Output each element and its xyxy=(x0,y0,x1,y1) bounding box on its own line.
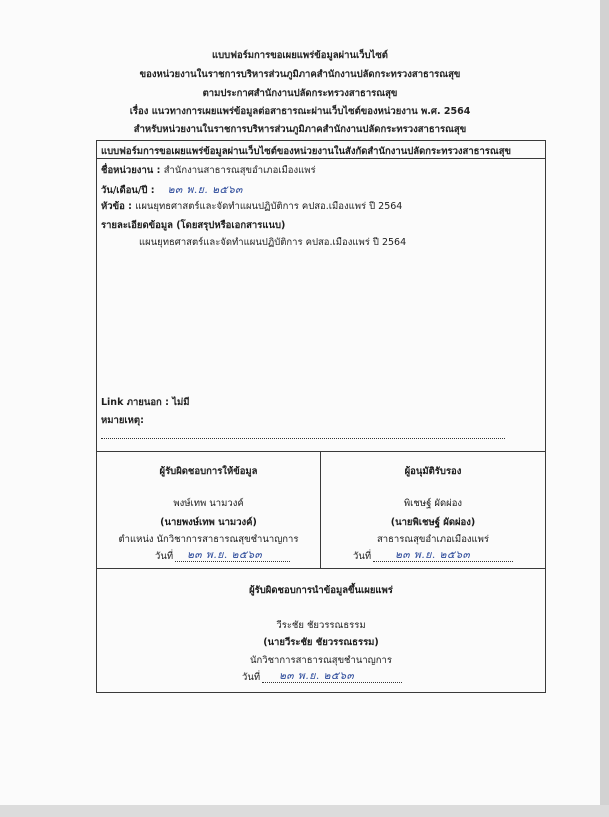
provider-date-value: ๒๓ พ.ย. ๒๕๖๓ xyxy=(187,549,263,561)
provider-signature: พงษ์เทพ นามวงค์ xyxy=(173,498,244,509)
publisher-divider xyxy=(97,568,545,569)
link-row xyxy=(101,395,190,410)
provider-name: (นายพงษ์เทพ นามวงค์) xyxy=(160,517,257,528)
unit-row xyxy=(101,163,316,178)
approver-signature: พิเชษฐ์ ผัดผ่อง xyxy=(403,498,463,509)
link-value: ไม่มี xyxy=(172,397,190,408)
note-label: หมายเหตุ: xyxy=(101,415,144,426)
header-line-3: ตามประกาศสำนักงานปลัดกระทรวงสาธารณสุข xyxy=(202,88,398,99)
provider-date-label: วันที่ xyxy=(155,551,174,562)
topic-row xyxy=(101,199,402,214)
header-line-1: แบบฟอร์มการขอเผยแพร่ข้อมูลผ่านเว็บไซต์ xyxy=(212,50,388,61)
signature-divider xyxy=(97,451,545,452)
detail-label: รายละเอียดข้อมูล (โดยสรุปหรือเอกสารแนบ) xyxy=(101,220,286,231)
publisher-position: นักวิชาการสาธารณสุขชำนาญการ xyxy=(250,655,392,666)
note-dotted-line xyxy=(101,438,505,439)
form-box xyxy=(96,140,546,693)
form-box-title: แบบฟอร์มการขอเผยแพร่ข้อมูลผ่านเว็บไซต์ของหน่วยงานในสังกัดสำนักงานปลัดกระทรวงสาธารณสุข xyxy=(101,146,512,157)
header-line-2: ของหน่วยงานในราชการบริหารส่วนภูมิภาคสำนักงานปลัดกระทรวงสาธารณสุข xyxy=(139,69,461,80)
date-value: ๒๓ พ.ย. ๒๕๖๓ xyxy=(167,184,243,196)
scan-edge-right xyxy=(600,0,609,817)
publisher-date-value: ๒๓ พ.ย. ๒๕๖๓ xyxy=(279,670,355,682)
publisher-signature: วีระชัย ชัยวรรณธรรม xyxy=(276,620,366,631)
approver-position: สาธารณสุขอำเภอเมืองแพร่ xyxy=(376,534,490,545)
provider-heading: ผู้รับผิดชอบการให้ข้อมูล xyxy=(159,466,258,477)
approver-name: (นายพิเชษฐ์ ผัดผ่อง) xyxy=(390,517,476,528)
publisher-heading: ผู้รับผิดชอบการนำข้อมูลขึ้นเผยแพร่ xyxy=(249,585,393,596)
scan-edge-bottom xyxy=(0,805,609,817)
date-row xyxy=(101,181,243,198)
approver-heading: ผู้อนุมัติรับรอง xyxy=(404,466,462,477)
header-line-4: เรื่อง แนวทางการเผยแพร่ข้อมูลต่อสาธารณะผ่านเว็บไซต์ของหน่วยงาน พ.ศ. 2564 xyxy=(129,106,471,117)
topic-value: แผนยุทธศาสตร์และจัดทำแผนปฏิบัติการ คปสอ.เมืองแพร่ ปี 2564 xyxy=(135,201,403,212)
approver-date-value: ๒๓ พ.ย. ๒๕๖๓ xyxy=(395,549,471,561)
publisher-date-label: วันที่ xyxy=(242,672,261,683)
unit-value: สำนักงานสาธารณสุขอำเภอเมืองแพร่ xyxy=(163,165,316,176)
publisher-name: (นายวีระชัย ชัยวรรณธรรม) xyxy=(263,637,379,648)
approver-date-label: วันที่ xyxy=(353,551,372,562)
provider-position: ตำแหน่ง นักวิชาการสาธารณสุขชำนาญการ xyxy=(118,534,299,545)
unit-label: ชื่อหน่วยงาน : xyxy=(101,165,164,176)
topic-label: หัวข้อ : xyxy=(101,201,136,212)
date-label: วัน/เดือน/ปี : xyxy=(101,185,155,196)
header-line-5: สำหรับหน่วยงานในราชการบริหารส่วนภูมิภาคสำนักงานปลัดกระทรวงสาธารณสุข xyxy=(133,124,467,135)
detail-value: แผนยุทธศาสตร์และจัดทำแผนปฏิบัติการ คปสอ.เมืองแพร่ ปี 2564 xyxy=(139,237,407,248)
link-label: Link ภายนอก : xyxy=(101,397,173,408)
title-divider xyxy=(97,158,545,159)
